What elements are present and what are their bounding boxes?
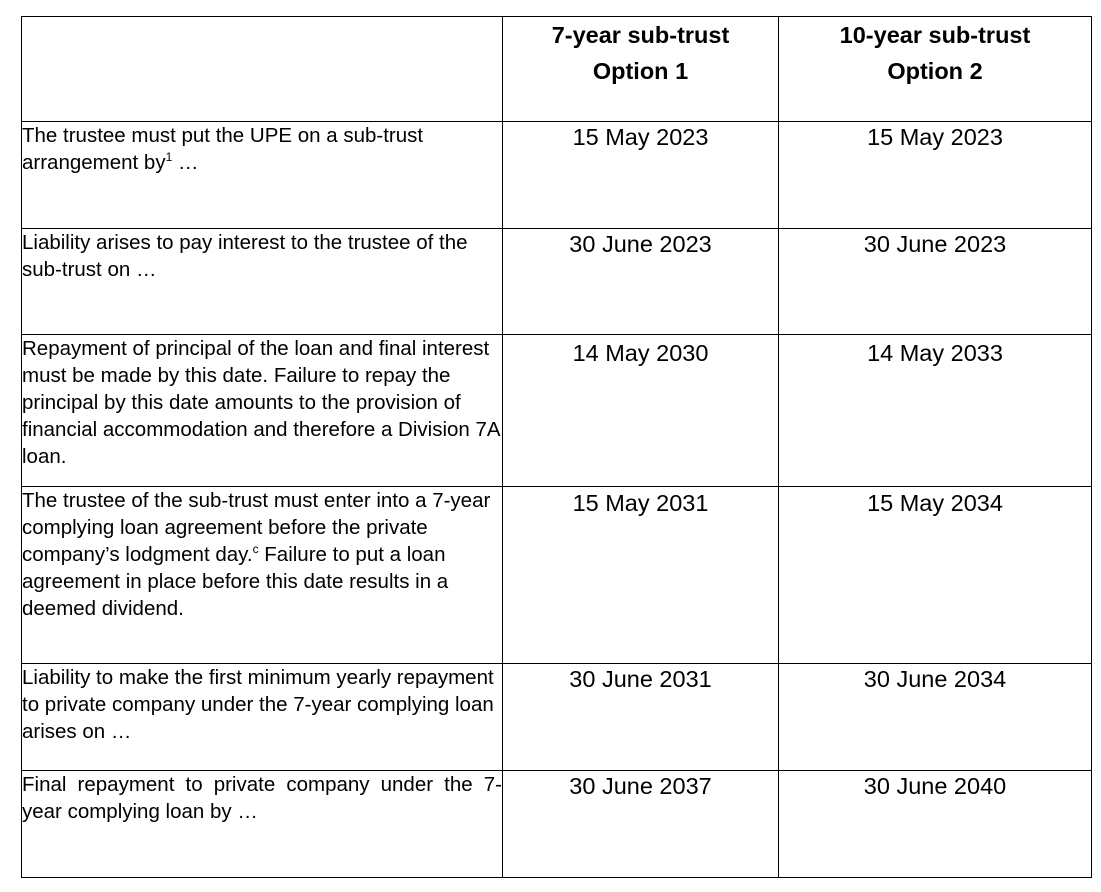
- row-description-text: The trustee of the sub-trust must enter into a 7-year complying loan agreement before the private company’s lodgment day.: [22, 489, 491, 566]
- table-row: [22, 335, 1092, 487]
- option-1-date: 15 May 2023: [503, 122, 779, 229]
- row-description: Final repayment to private company under the 7-year complying loan by …: [22, 771, 503, 878]
- table-row: [22, 229, 1092, 335]
- header-option-1-label: Option 1: [592, 58, 689, 84]
- row-description-text: The trustee must put the UPE on a sub-trust arrangement by: [22, 124, 424, 174]
- footnote-marker: 1: [165, 150, 173, 165]
- header-option-1-term: 7-year sub-trust: [551, 22, 730, 48]
- row-description: Liability arises to pay interest to the trustee of the sub-trust on …: [22, 229, 503, 335]
- sub-trust-timeline-table: [21, 16, 1092, 878]
- table-row: [22, 122, 1092, 229]
- header-option-2: [779, 17, 1092, 122]
- option-2-date: 15 May 2023: [779, 122, 1092, 229]
- option-2-date: 15 May 2034: [779, 487, 1092, 664]
- header-option-2-term: 10-year sub-trust: [839, 22, 1031, 48]
- table-row: [22, 664, 1092, 771]
- table-row: [22, 487, 1092, 664]
- table-header-row: [22, 17, 1092, 122]
- option-1-date: 30 June 2031: [503, 664, 779, 771]
- table-row: [22, 771, 1092, 878]
- header-option-2-label: Option 2: [887, 58, 983, 84]
- option-1-date: 30 June 2037: [503, 771, 779, 878]
- option-2-date: 30 June 2040: [779, 771, 1092, 878]
- option-1-date: 30 June 2023: [503, 229, 779, 335]
- row-description: Liability to make the first minimum yearly repayment to private company under the 7-year complying loan arises on …: [22, 664, 503, 771]
- row-description: [22, 122, 503, 229]
- footnote-marker: c: [252, 542, 259, 557]
- header-option-1: [503, 17, 779, 122]
- option-1-date: 15 May 2031: [503, 487, 779, 664]
- row-description: Repayment of principal of the loan and final interest must be made by this date. Failure to repay the principal by this date amounts to the provision of financial accommodation and therefore a Division 7A loan.: [22, 335, 503, 487]
- option-2-date: 30 June 2034: [779, 664, 1092, 771]
- header-empty-cell: [22, 17, 503, 122]
- option-1-date: 14 May 2030: [503, 335, 779, 487]
- row-description-suffix: Failure to put a loan agreement in place before this date results in a deemed dividend.: [22, 543, 449, 620]
- row-description-suffix: …: [172, 151, 199, 174]
- option-2-date: 14 May 2033: [779, 335, 1092, 487]
- row-description: [22, 487, 503, 664]
- option-2-date: 30 June 2023: [779, 229, 1092, 335]
